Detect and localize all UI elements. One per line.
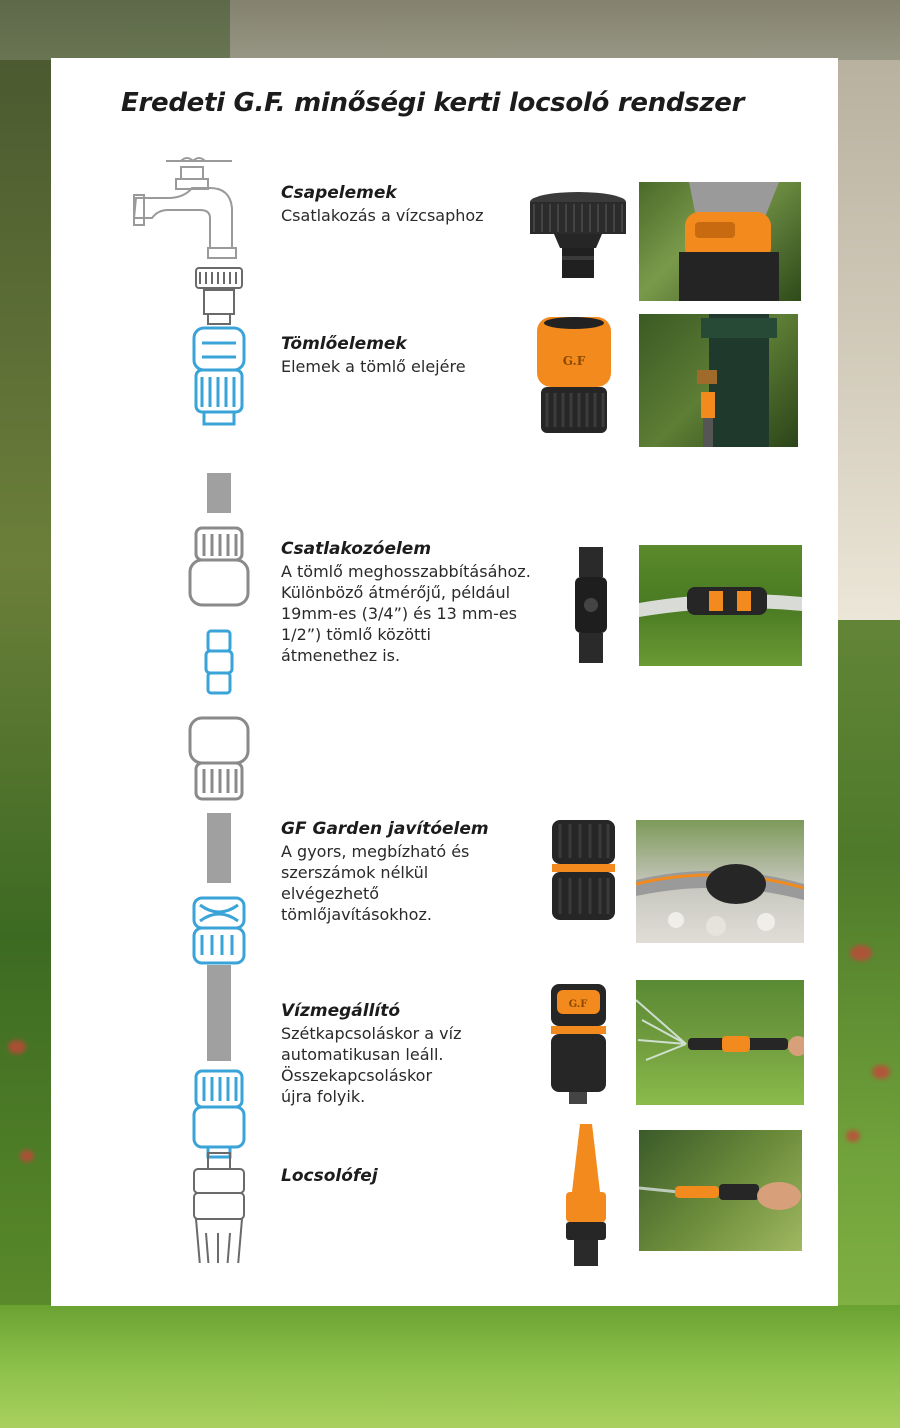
connector-drawing bbox=[206, 631, 232, 693]
background-roof bbox=[230, 0, 900, 60]
hose-segment bbox=[207, 813, 231, 883]
nozzle-product bbox=[556, 1120, 616, 1270]
section-description: Csatlakozás a vízcsaphoz bbox=[281, 206, 484, 225]
gf-logo: G.F bbox=[568, 999, 588, 1010]
hose-segment bbox=[207, 965, 231, 1061]
system-diagram bbox=[126, 153, 266, 1263]
photo-hose-connector-illustration bbox=[639, 314, 798, 447]
hose-segment bbox=[207, 473, 231, 513]
section-description: A tömlő meghosszabbításához. Különböző átmérőjű, például 19mm-es (3/4”) és 13 mm-es 1/2”) tömlő közötti átmenethez is. bbox=[281, 562, 531, 665]
section-title: Locsolófej bbox=[281, 1166, 378, 1186]
section-connector bbox=[281, 539, 531, 666]
repair-connector-drawing bbox=[194, 898, 244, 963]
section-title: Csapelemek bbox=[281, 183, 397, 203]
coupling-drawing bbox=[190, 528, 248, 605]
photo-tap-adapter-illustration bbox=[639, 182, 801, 301]
gf-logo: G.F bbox=[562, 354, 586, 368]
section-nozzle bbox=[281, 1166, 378, 1188]
hose-connector-product bbox=[529, 313, 619, 443]
nozzle-drawing bbox=[194, 1153, 244, 1263]
section-repair bbox=[281, 819, 489, 925]
background-flower bbox=[20, 1150, 34, 1162]
page-title: Eredeti G.F. minőségi kerti locsoló rendszer bbox=[121, 88, 745, 118]
background-house bbox=[838, 60, 900, 620]
section-description: A gyors, megbízható és szerszámok nélkül elvégezhető tömlőjavításokhoz. bbox=[281, 842, 470, 924]
background-bushes bbox=[0, 60, 52, 1310]
background-flower bbox=[8, 1040, 26, 1054]
section-tap-fittings bbox=[281, 183, 484, 226]
section-hose-fittings bbox=[281, 334, 466, 377]
water-stop-drawing bbox=[194, 1071, 244, 1157]
photo-water-stop bbox=[636, 980, 804, 1105]
background-flower bbox=[872, 1065, 890, 1079]
background-flower bbox=[846, 1130, 860, 1142]
section-title: Vízmegállító bbox=[281, 1001, 401, 1021]
tap-adapter-drawing bbox=[196, 268, 242, 324]
photo-nozzle-illustration bbox=[639, 1130, 802, 1251]
section-description: Szétkapcsoláskor a víz automatikusan leáll. Összekapcsoláskor újra folyik. bbox=[281, 1024, 462, 1106]
section-title: Tömlőelemek bbox=[281, 334, 407, 354]
water-stop-product bbox=[541, 980, 616, 1110]
section-description: Elemek a tömlő elejére bbox=[281, 357, 466, 376]
background-lawn bbox=[0, 1305, 900, 1428]
content-card bbox=[51, 58, 838, 1306]
section-title: GF Garden javítóelem bbox=[281, 819, 489, 839]
faucet-drawing bbox=[134, 158, 236, 258]
tap-adapter-product bbox=[526, 188, 631, 283]
photo-hose-connector bbox=[639, 314, 798, 447]
photo-connector-illustration bbox=[639, 545, 802, 666]
photo-nozzle bbox=[639, 1130, 802, 1251]
connector-product bbox=[566, 545, 616, 665]
hose-connector-drawing bbox=[194, 328, 244, 424]
photo-water-stop-illustration bbox=[636, 980, 804, 1105]
photo-tap-adapter bbox=[639, 182, 801, 301]
photo-connector bbox=[639, 545, 802, 666]
section-title: Csatlakozóelem bbox=[281, 539, 432, 559]
coupling-drawing bbox=[190, 718, 248, 799]
repair-connector-product bbox=[546, 816, 621, 926]
section-water-stop bbox=[281, 1001, 461, 1107]
photo-repair-illustration bbox=[636, 820, 804, 943]
background-flower bbox=[850, 945, 872, 961]
photo-repair bbox=[636, 820, 804, 943]
